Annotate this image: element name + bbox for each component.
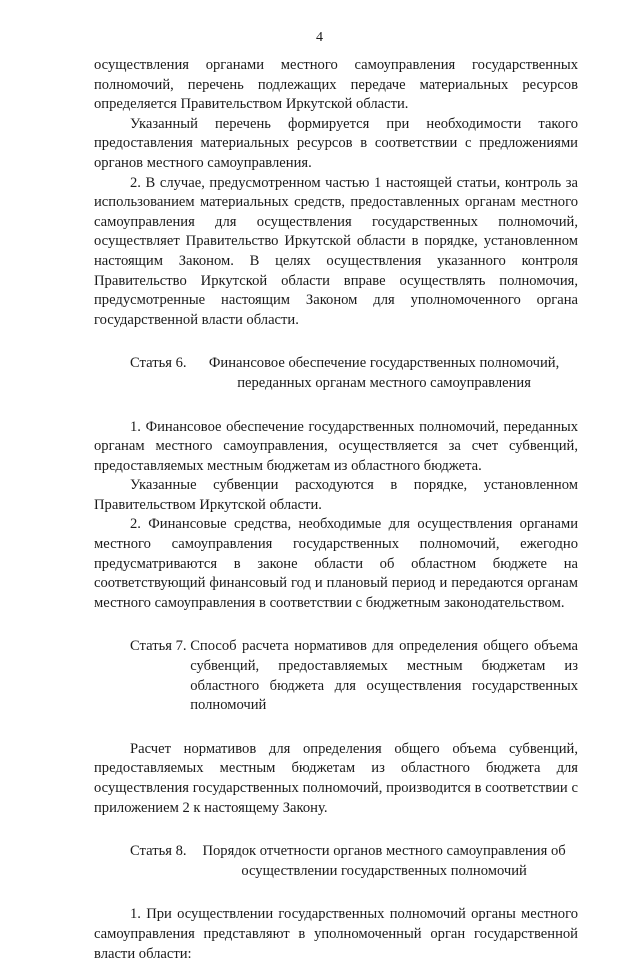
paragraph: 2. Финансовые средства, необходимые для осуществления органами местного самоуправления государственных полномочий, ежегодно предусматриваются в законе области об областном бюджете на соответствующий финансовый год и плановый период и передаются органам местного самоуправления в соответствии с бюджетным законодательством.: [94, 516, 578, 611]
paragraph: 2. В случае, предусмотренном частью 1 настоящей статьи, контроль за использованием материальных средств, предоставленных органам местного самоуправления для осуществления государственных полномочий, осуществляет Правительство Иркутской области в порядке, установленном настоящим Законом. В целях осуществления указанного контроля Правительство Иркутской области вправе осуществлять полномочия, предусмотренные настоящим Законом для уполномоченного органа государственной власти области.: [94, 174, 578, 328]
paragraph: 1. При осуществлении государственных полномочий органы местного самоуправления представляют в уполномоченный орган государственной власти области:: [94, 906, 578, 962]
article-heading: [94, 842, 578, 881]
paragraph: Указанные субвенции расходуются в порядке, установленном Правительством Иркутской области.: [94, 477, 578, 513]
article-label: Статья 7.: [130, 638, 191, 655]
article-heading: [94, 354, 578, 393]
paragraph: 1. Финансовое обеспечение государственных полномочий, переданных органам местного самоуправления, осуществляется за счет субвенций, предоставляемых местным бюджетам из областного бюджета.: [94, 418, 578, 474]
article-title: Порядок отчетности органов местного самоуправления об осуществлении государственных полномочий: [202, 843, 566, 879]
paragraph: Расчет нормативов для определения общего объема субвенций, предоставляемых местным бюджетам из областного бюджета для осуществления государственных полномочий, производится в соответствии с приложением 2 к настоящему Закону.: [94, 740, 578, 816]
paragraph: осуществления органами местного самоуправления государственных полномочий, перечень подлежащих передаче материальных ресурсов определяется Правительством Иркутской области.: [94, 57, 578, 113]
document-body: [94, 56, 578, 964]
page-number: 4: [316, 30, 323, 45]
article-label: Статья 6.: [130, 355, 191, 372]
paragraph: Указанный перечень формируется при необходимости такого предоставления материальных ресурсов в соответствии с предложениями органов местного самоуправления.: [94, 115, 578, 171]
article-title: Финансовое обеспечение государственных полномочий, переданных органам местного самоуправления: [208, 355, 560, 391]
article-title: Способ расчета нормативов для определения общего объема субвенций, предоставляемых местным бюджетам из областного бюджета для осуществления государственных полномочий: [190, 638, 578, 714]
article-label: Статья 8.: [130, 843, 191, 860]
article-heading: [94, 637, 578, 715]
